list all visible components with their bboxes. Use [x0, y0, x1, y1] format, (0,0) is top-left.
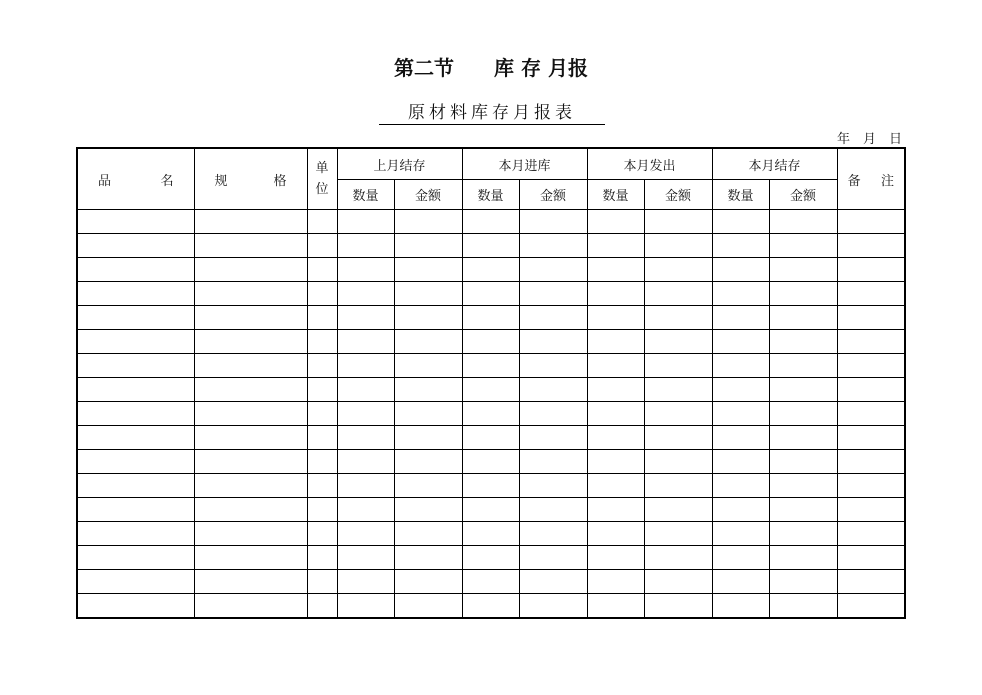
header-group-outbound: 本月发出: [587, 148, 712, 180]
table-cell[interactable]: [769, 234, 837, 258]
table-cell[interactable]: [769, 474, 837, 498]
table-cell[interactable]: [769, 498, 837, 522]
table-row: [77, 594, 905, 619]
table-cell[interactable]: [837, 354, 905, 378]
table-cell[interactable]: [644, 594, 712, 619]
header-unit: 单 位: [307, 148, 337, 210]
table-cell[interactable]: [307, 570, 337, 594]
table-cell[interactable]: [462, 330, 519, 354]
table-cell[interactable]: [644, 330, 712, 354]
table-cell[interactable]: [307, 234, 337, 258]
table-row: [77, 402, 905, 426]
table-cell[interactable]: [769, 210, 837, 234]
table-cell[interactable]: [307, 498, 337, 522]
header-product-name: 品 名: [77, 148, 194, 210]
table-cell[interactable]: [837, 378, 905, 402]
table-cell[interactable]: [587, 378, 644, 402]
table-cell[interactable]: [77, 330, 194, 354]
header-qty: 数量: [587, 180, 644, 210]
table-cell[interactable]: [587, 354, 644, 378]
table-cell[interactable]: [194, 306, 307, 330]
table-cell[interactable]: [519, 306, 587, 330]
table-cell[interactable]: [462, 498, 519, 522]
table-cell[interactable]: [644, 546, 712, 570]
header-amount: 金额: [769, 180, 837, 210]
table-cell[interactable]: [519, 450, 587, 474]
table-cell[interactable]: [644, 306, 712, 330]
table-cell[interactable]: [307, 426, 337, 450]
table-cell[interactable]: [394, 450, 462, 474]
table-cell[interactable]: [519, 498, 587, 522]
table-cell[interactable]: [837, 234, 905, 258]
table-cell[interactable]: [712, 426, 769, 450]
table-cell[interactable]: [712, 402, 769, 426]
table-cell[interactable]: [77, 402, 194, 426]
table-cell[interactable]: [644, 570, 712, 594]
table-row: [77, 234, 905, 258]
table-cell[interactable]: [194, 498, 307, 522]
table-cell[interactable]: [837, 258, 905, 282]
table-cell[interactable]: [462, 450, 519, 474]
table-cell[interactable]: [194, 594, 307, 619]
table-cell[interactable]: [644, 498, 712, 522]
table-cell[interactable]: [462, 522, 519, 546]
table-cell[interactable]: [194, 282, 307, 306]
table-cell[interactable]: [587, 594, 644, 619]
table-cell[interactable]: [77, 498, 194, 522]
table-cell[interactable]: [77, 522, 194, 546]
table-cell[interactable]: [307, 522, 337, 546]
table-cell[interactable]: [587, 450, 644, 474]
table-cell[interactable]: [337, 210, 394, 234]
table-cell[interactable]: [307, 450, 337, 474]
table-cell[interactable]: [644, 258, 712, 282]
table-cell[interactable]: [194, 426, 307, 450]
table-row: [77, 210, 905, 234]
table-cell[interactable]: [837, 546, 905, 570]
table-cell[interactable]: [307, 282, 337, 306]
header-remark: 备 注: [837, 148, 905, 210]
table-cell[interactable]: [712, 258, 769, 282]
table-cell[interactable]: [462, 546, 519, 570]
header-qty: 数量: [462, 180, 519, 210]
table-cell[interactable]: [837, 426, 905, 450]
table-row: [77, 498, 905, 522]
page-title: 第二节 库 存 月报: [394, 56, 588, 80]
table-cell[interactable]: [337, 234, 394, 258]
table-cell[interactable]: [307, 594, 337, 619]
table-cell[interactable]: [337, 402, 394, 426]
table-cell[interactable]: [394, 378, 462, 402]
header-amount: 金额: [394, 180, 462, 210]
table-cell[interactable]: [519, 282, 587, 306]
table-cell[interactable]: [307, 354, 337, 378]
table-cell[interactable]: [712, 354, 769, 378]
table-cell[interactable]: [519, 330, 587, 354]
table-cell[interactable]: [837, 306, 905, 330]
table-cell[interactable]: [77, 210, 194, 234]
table-cell[interactable]: [712, 498, 769, 522]
table-cell[interactable]: [462, 282, 519, 306]
table-cell[interactable]: [519, 474, 587, 498]
table-cell[interactable]: [769, 594, 837, 619]
table-cell[interactable]: [519, 570, 587, 594]
table-cell[interactable]: [769, 378, 837, 402]
table-cell[interactable]: [394, 282, 462, 306]
table-cell[interactable]: [587, 522, 644, 546]
table-row: [77, 522, 905, 546]
table-cell[interactable]: [337, 498, 394, 522]
table-cell[interactable]: [587, 474, 644, 498]
table-cell[interactable]: [394, 402, 462, 426]
table-cell[interactable]: [337, 570, 394, 594]
table-cell[interactable]: [837, 402, 905, 426]
table-cell[interactable]: [644, 402, 712, 426]
table-cell[interactable]: [77, 474, 194, 498]
table-cell[interactable]: [519, 258, 587, 282]
table-cell[interactable]: [194, 210, 307, 234]
table-cell[interactable]: [769, 306, 837, 330]
table-cell[interactable]: [587, 426, 644, 450]
table-cell[interactable]: [769, 330, 837, 354]
table-cell[interactable]: [769, 354, 837, 378]
table-cell[interactable]: [394, 522, 462, 546]
table-cell[interactable]: [337, 354, 394, 378]
table-cell[interactable]: [394, 546, 462, 570]
table-cell[interactable]: [644, 426, 712, 450]
table-cell[interactable]: [712, 234, 769, 258]
table-cell[interactable]: [769, 282, 837, 306]
table-cell[interactable]: [587, 258, 644, 282]
table-cell[interactable]: [587, 306, 644, 330]
table-cell[interactable]: [337, 378, 394, 402]
table-cell[interactable]: [462, 402, 519, 426]
table-cell[interactable]: [462, 306, 519, 330]
table-cell[interactable]: [519, 378, 587, 402]
table-cell[interactable]: [587, 570, 644, 594]
table-row: [77, 282, 905, 306]
table-cell[interactable]: [462, 258, 519, 282]
table-cell[interactable]: [337, 546, 394, 570]
table-cell[interactable]: [519, 402, 587, 426]
table-cell[interactable]: [194, 258, 307, 282]
table-cell[interactable]: [194, 378, 307, 402]
table-cell[interactable]: [77, 570, 194, 594]
table-cell[interactable]: [769, 522, 837, 546]
table-cell[interactable]: [712, 330, 769, 354]
table-cell[interactable]: [337, 522, 394, 546]
table-cell[interactable]: [394, 474, 462, 498]
table-cell[interactable]: [337, 258, 394, 282]
table-cell[interactable]: [462, 354, 519, 378]
table-cell[interactable]: [712, 306, 769, 330]
table-cell[interactable]: [307, 546, 337, 570]
table-cell[interactable]: [769, 258, 837, 282]
table-cell[interactable]: [712, 570, 769, 594]
table-cell[interactable]: [587, 498, 644, 522]
table-row: [77, 426, 905, 450]
header-spec: 规 格: [194, 148, 307, 210]
table-cell[interactable]: [307, 210, 337, 234]
header-group-last-month: 上月结存: [337, 148, 462, 180]
table-cell[interactable]: [394, 234, 462, 258]
table-cell[interactable]: [462, 594, 519, 619]
table-row: [77, 354, 905, 378]
table-cell[interactable]: [77, 378, 194, 402]
table-row: [77, 570, 905, 594]
table-cell[interactable]: [462, 426, 519, 450]
table-cell[interactable]: [712, 474, 769, 498]
table-cell[interactable]: [519, 594, 587, 619]
table-cell[interactable]: [644, 450, 712, 474]
table-cell[interactable]: [769, 570, 837, 594]
table-cell[interactable]: [712, 546, 769, 570]
header-qty: 数量: [712, 180, 769, 210]
table-cell[interactable]: [462, 474, 519, 498]
table-cell[interactable]: [712, 522, 769, 546]
table-cell[interactable]: [519, 546, 587, 570]
table-cell[interactable]: [194, 546, 307, 570]
table-cell[interactable]: [644, 522, 712, 546]
table-cell[interactable]: [712, 594, 769, 619]
table-row: [77, 330, 905, 354]
table-cell[interactable]: [644, 282, 712, 306]
table-cell[interactable]: [77, 258, 194, 282]
table-cell[interactable]: [77, 450, 194, 474]
table-cell[interactable]: [644, 210, 712, 234]
table-cell[interactable]: [587, 546, 644, 570]
table-cell[interactable]: [337, 330, 394, 354]
table-cell[interactable]: [837, 210, 905, 234]
header-amount: 金额: [644, 180, 712, 210]
table-cell[interactable]: [837, 522, 905, 546]
table-cell[interactable]: [394, 594, 462, 619]
table-cell[interactable]: [337, 474, 394, 498]
table-cell[interactable]: [519, 234, 587, 258]
table-cell[interactable]: [194, 450, 307, 474]
table-cell[interactable]: [307, 402, 337, 426]
table-cell[interactable]: [77, 234, 194, 258]
table-row: [77, 258, 905, 282]
table-cell[interactable]: [519, 210, 587, 234]
table-cell[interactable]: [337, 426, 394, 450]
table-cell[interactable]: [712, 450, 769, 474]
table-cell[interactable]: [769, 426, 837, 450]
table-cell[interactable]: [837, 330, 905, 354]
table-cell[interactable]: [462, 234, 519, 258]
table-cell[interactable]: [644, 354, 712, 378]
header-amount: 金额: [519, 180, 587, 210]
table-row: [77, 306, 905, 330]
table-cell[interactable]: [644, 234, 712, 258]
table-cell[interactable]: [77, 426, 194, 450]
table-cell[interactable]: [769, 450, 837, 474]
table-cell[interactable]: [837, 282, 905, 306]
table-cell[interactable]: [307, 474, 337, 498]
table-cell[interactable]: [77, 594, 194, 619]
table-cell[interactable]: [194, 354, 307, 378]
table-cell[interactable]: [394, 570, 462, 594]
header-group-this-month: 本月结存: [712, 148, 837, 180]
table-cell[interactable]: [394, 306, 462, 330]
table-cell[interactable]: [519, 426, 587, 450]
form-title: 原材料库存月报表: [379, 102, 605, 125]
table-cell[interactable]: [394, 426, 462, 450]
table-cell[interactable]: [194, 402, 307, 426]
table-cell[interactable]: [394, 354, 462, 378]
table-row: [77, 474, 905, 498]
table-cell[interactable]: [307, 330, 337, 354]
table-cell[interactable]: [519, 354, 587, 378]
table-cell[interactable]: [77, 546, 194, 570]
table-cell[interactable]: [194, 474, 307, 498]
table-cell[interactable]: [837, 570, 905, 594]
table-cell[interactable]: [394, 258, 462, 282]
table-cell[interactable]: [194, 570, 307, 594]
table-cell[interactable]: [394, 498, 462, 522]
table-cell[interactable]: [462, 570, 519, 594]
table-cell[interactable]: [644, 474, 712, 498]
table-cell[interactable]: [194, 234, 307, 258]
table-cell[interactable]: [644, 378, 712, 402]
table-cell[interactable]: [769, 546, 837, 570]
table-cell[interactable]: [337, 306, 394, 330]
date-label: 年 月 日: [836, 132, 902, 147]
table-row: [77, 378, 905, 402]
table-cell[interactable]: [462, 210, 519, 234]
header-group-inbound: 本月进库: [462, 148, 587, 180]
table-cell[interactable]: [769, 402, 837, 426]
inventory-table: [76, 147, 906, 619]
table-cell[interactable]: [837, 498, 905, 522]
table-cell[interactable]: [307, 378, 337, 402]
table-cell[interactable]: [194, 522, 307, 546]
table-cell[interactable]: [837, 594, 905, 619]
table-cell[interactable]: [519, 522, 587, 546]
table-cell[interactable]: [77, 282, 194, 306]
table-cell[interactable]: [307, 306, 337, 330]
table-cell[interactable]: [462, 378, 519, 402]
table-cell[interactable]: [712, 282, 769, 306]
table-cell[interactable]: [394, 330, 462, 354]
table-cell[interactable]: [837, 450, 905, 474]
table-row: [77, 546, 905, 570]
table-cell[interactable]: [712, 378, 769, 402]
table-cell[interactable]: [337, 282, 394, 306]
header-qty: 数量: [337, 180, 394, 210]
table-row: [77, 450, 905, 474]
table-cell[interactable]: [77, 354, 194, 378]
table-cell[interactable]: [587, 330, 644, 354]
table-cell[interactable]: [837, 474, 905, 498]
table-cell[interactable]: [587, 282, 644, 306]
table-cell[interactable]: [337, 450, 394, 474]
table-cell[interactable]: [587, 210, 644, 234]
table-cell[interactable]: [587, 402, 644, 426]
table-cell[interactable]: [307, 258, 337, 282]
table-cell[interactable]: [77, 306, 194, 330]
table-cell[interactable]: [587, 234, 644, 258]
table-cell[interactable]: [194, 330, 307, 354]
table-cell[interactable]: [394, 210, 462, 234]
table-cell[interactable]: [712, 210, 769, 234]
table-cell[interactable]: [337, 594, 394, 619]
